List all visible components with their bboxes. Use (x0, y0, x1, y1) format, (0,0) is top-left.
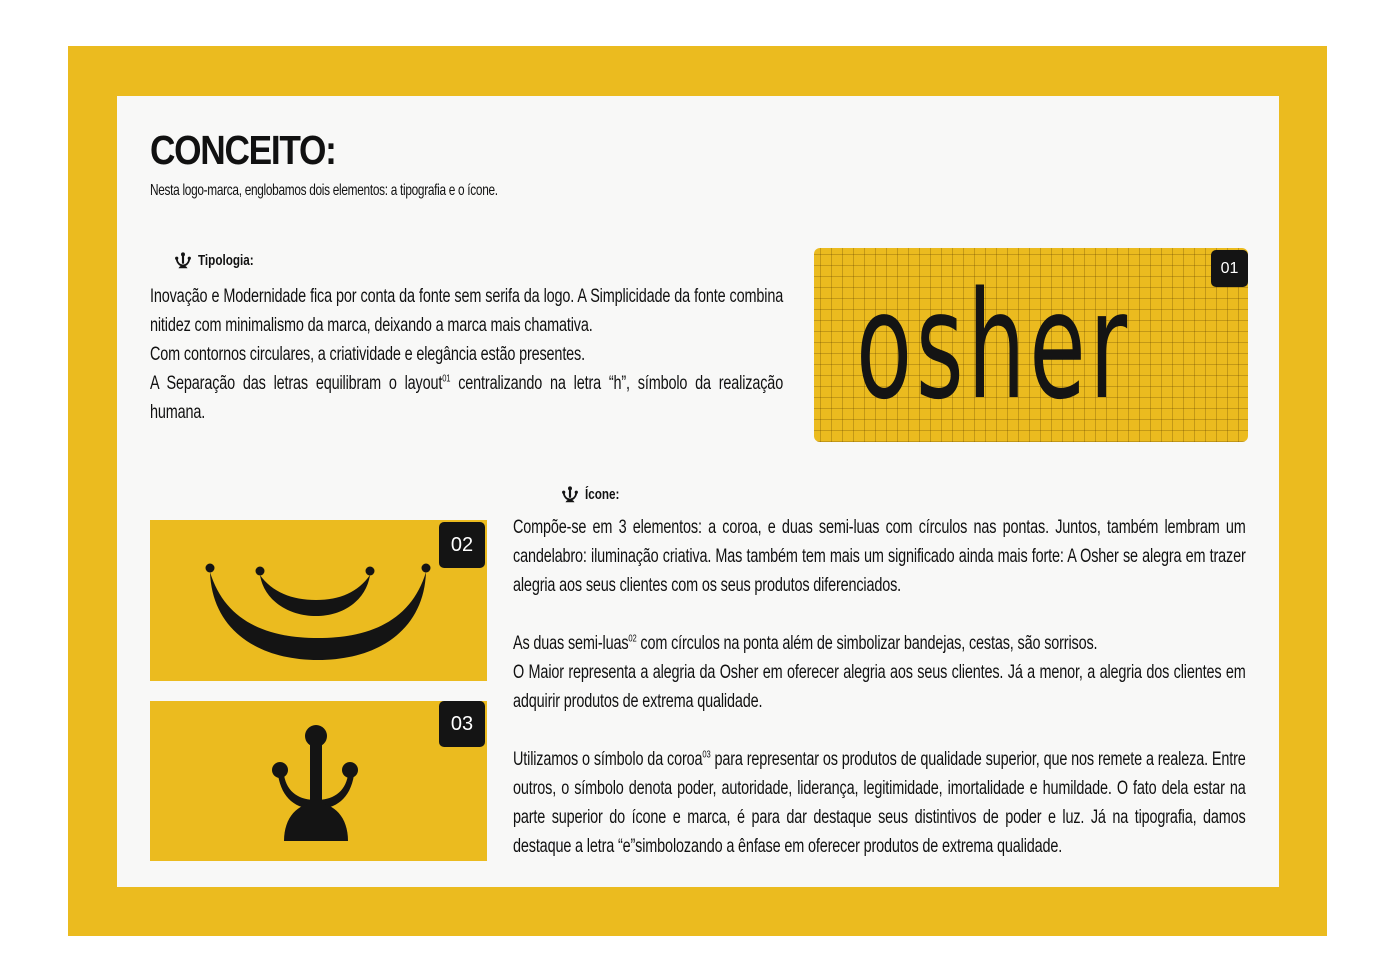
icone-heading (561, 486, 629, 504)
icone-p3-a: Utilizamos o símbolo da coroa (513, 749, 703, 770)
icone-label: Ícone: (585, 486, 620, 503)
tipologia-line-3-b: centralizando na letra “h”, símbolo da realização humana. (150, 373, 784, 423)
footnote-01: 01 (442, 373, 451, 385)
crown-icon (150, 701, 487, 861)
icone-paragraph-2 (513, 629, 1246, 716)
figure-badge-03: 03 (439, 701, 485, 747)
tipologia-text (150, 282, 783, 427)
figure-badge-01: 01 (1211, 250, 1248, 287)
footnote-02: 02 (628, 633, 637, 645)
tipologia-line-3-a: A Separação das letras equilibram o layout (150, 373, 443, 394)
icone-p2-a: As duas semi-luas (513, 633, 629, 654)
icone-p2-b: com círculos na ponta além de simbolizar bandejas, cestas, são sorrisos. (636, 633, 1098, 654)
tipologia-line-3 (150, 369, 783, 427)
tipologia-line-1: Inovação e Modernidade fica por conta da fonte sem serifa da logo. A Simplicidade da fonte combina nitidez com minimalismo da marca, deixando a marca mais chamativa. (150, 286, 784, 336)
icone-paragraph-1: Compõe-se em 3 elementos: a coroa, e duas semi-luas com círculos nas pontas. Juntos, também lembram um candelabro: iluminação criativa. Mas também tem mais um significado ainda mais forte: A Osher se alegra em trazer alegria aos seus clientes com os seus produtos diferenciados. (513, 517, 1246, 596)
tipologia-label: Tipologia: (198, 252, 254, 269)
page-title: CONCEITO: (150, 127, 336, 173)
smile-icon-panel (150, 520, 487, 681)
tipologia-heading (174, 252, 269, 270)
icone-paragraph-2-line-2: O Maior representa a alegria da Osher em oferecer alegria aos seus clientes. Já a menor, a alegria dos clientes em adquirir produtos de extrema qualidade. (513, 662, 1246, 712)
figure-badge-02: 02 (439, 522, 485, 568)
icone-text (513, 513, 1246, 861)
icone-paragraph-2-line-1 (513, 629, 1246, 658)
crown-icon-panel (150, 701, 487, 861)
footnote-03: 03 (702, 749, 711, 761)
icone-paragraph-3 (513, 745, 1246, 861)
tipologia-line-2: Com contornos circulares, a criatividade e elegância estão presentes. (150, 344, 585, 365)
crown-trident-icon (174, 252, 192, 270)
logo-panel (814, 248, 1248, 442)
page-subtitle: Nesta logo-marca, englobamos dois elementos: a tipografia e o ícone. (150, 182, 498, 199)
osher-logo-wordmark: osher (856, 260, 1131, 432)
double-crescent-smile-icon (150, 520, 487, 681)
crown-trident-icon (561, 486, 579, 504)
icone-p3-b: para representar os produtos de qualidade superior, que nos remete a realeza. Entre outros, o símbolo denota poder, autoridade, liderança, legitimidade, imortalidade e humildade. O fato dela estar na parte superior do ícone e marca, é para dar destaque seus distintivos de poder e luz. Já na tipografia, damos destaque a letra “e”simbolozando a ênfase em oferecer produtos de extrema qualidade. (513, 749, 1246, 857)
